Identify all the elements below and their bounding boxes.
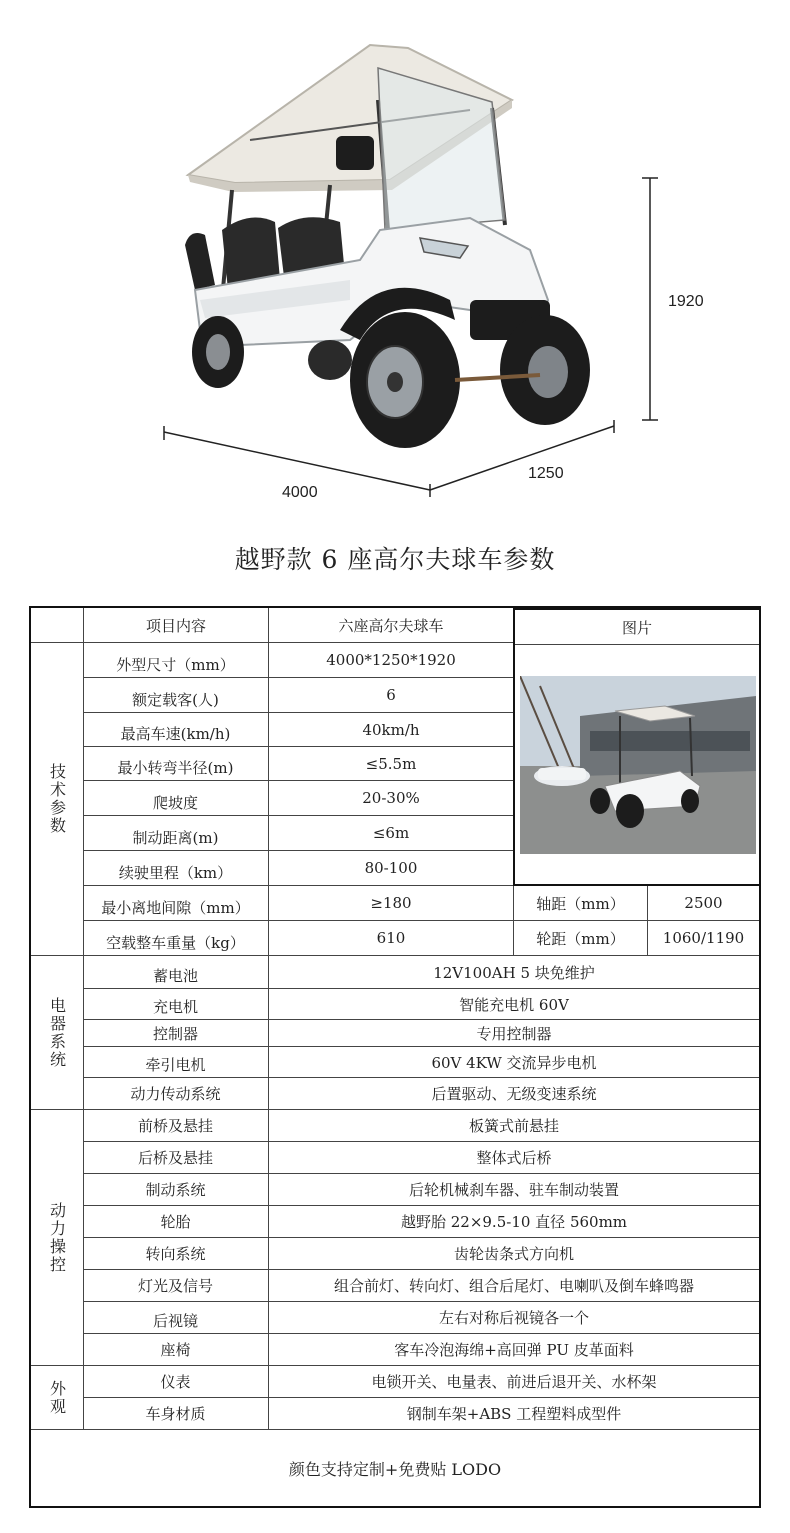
row-value: ≤5.5m xyxy=(268,747,513,780)
row-label: 轮胎 xyxy=(160,1213,191,1231)
row-value: 80-100 xyxy=(268,851,513,885)
row-value: 越野胎 22×9.5-10 直径 560mm xyxy=(268,1206,759,1237)
table-row xyxy=(83,643,513,678)
table-row xyxy=(83,1398,759,1430)
table-row xyxy=(83,747,513,781)
row-value: 齿轮齿条式方向机 xyxy=(268,1238,759,1269)
golf-cart-image xyxy=(0,0,790,520)
table-row xyxy=(83,1366,759,1398)
row-label: 动力传动系统 xyxy=(130,1085,221,1103)
row-value: 12V100AH 5 块免维护 xyxy=(268,956,759,988)
hero-illustration xyxy=(0,0,790,520)
row-label: 灯光及信号 xyxy=(137,1277,213,1295)
table-row xyxy=(83,1110,759,1142)
header-blank-cell xyxy=(31,608,83,642)
row-value: 40km/h xyxy=(268,713,513,746)
group-power: 动力操控 xyxy=(31,1110,83,1366)
row-value: 客车冷泡海绵+高回弹 PU 皮革面料 xyxy=(268,1334,759,1365)
table-row xyxy=(83,1020,759,1047)
table-row xyxy=(83,851,513,886)
picture-cell xyxy=(513,608,761,886)
row-value: 左右对称后视镜各一个 xyxy=(268,1302,759,1333)
spec-table xyxy=(29,606,761,1508)
height-dimension-label: 1920 xyxy=(668,293,704,310)
row-label: 制动系统 xyxy=(145,1181,206,1199)
row-value: ≥180 xyxy=(268,886,513,920)
table-header-row xyxy=(31,608,513,643)
row-label: 前桥及悬挂 xyxy=(137,1117,213,1135)
row-label: 蓄电池 xyxy=(152,967,198,985)
cart-photo xyxy=(520,676,756,854)
table-row xyxy=(83,956,759,989)
row-label: 额定载客(人) xyxy=(132,691,219,709)
row-value: 后置驱动、无级变速系统 xyxy=(268,1078,759,1109)
table-row xyxy=(83,1302,759,1334)
table-row xyxy=(83,781,513,816)
row-value: 整体式后桥 xyxy=(268,1142,759,1173)
row-value: 钢制车架+ABS 工程塑料成型件 xyxy=(268,1398,759,1429)
row-label: 座椅 xyxy=(160,1341,191,1359)
extra-value: 2500 xyxy=(647,886,759,920)
row-value: 60V 4KW 交流异步电机 xyxy=(268,1047,759,1077)
row-value: 610 xyxy=(268,921,513,955)
row-value: 4000*1250*1920 xyxy=(268,643,513,677)
table-row xyxy=(83,678,513,713)
table-row xyxy=(83,921,759,956)
table-row xyxy=(83,713,513,747)
group-tech: 技术参数 xyxy=(31,643,83,956)
table-row xyxy=(83,886,759,921)
row-value: ≤6m xyxy=(268,816,513,850)
row-label: 后桥及悬挂 xyxy=(137,1149,213,1167)
extra-label: 轮距（mm） xyxy=(513,921,647,955)
extra-value: 1060/1190 xyxy=(647,921,759,955)
row-label: 牵引电机 xyxy=(145,1056,206,1074)
row-value: 20-30% xyxy=(268,781,513,815)
row-value: 专用控制器 xyxy=(268,1020,759,1046)
row-value: 后轮机械刹车器、驻车制动装置 xyxy=(268,1174,759,1205)
footer-note: 颜色支持定制+免费贴 LODO xyxy=(288,1460,502,1479)
width-dimension-label: 1250 xyxy=(528,465,564,482)
table-row xyxy=(83,1238,759,1270)
row-label: 最高车速(km/h) xyxy=(120,725,231,743)
row-label: 充电机 xyxy=(152,998,198,1016)
table-row xyxy=(83,816,513,851)
table-row xyxy=(83,1270,759,1302)
row-label: 续驶里程（km） xyxy=(118,864,233,882)
row-value: 智能充电机 60V xyxy=(268,989,759,1019)
row-label: 转向系统 xyxy=(145,1245,206,1263)
row-value: 板簧式前悬挂 xyxy=(268,1110,759,1141)
row-label: 空载整车重量（kg） xyxy=(106,934,245,952)
extra-label: 轴距（mm） xyxy=(513,886,647,920)
row-label: 外型尺寸（mm） xyxy=(116,656,235,674)
table-row xyxy=(83,989,759,1020)
row-label: 控制器 xyxy=(152,1024,198,1043)
row-value: 6 xyxy=(268,678,513,712)
row-label: 车身材质 xyxy=(145,1405,206,1423)
page-title: 越野款 6 座高尔夫球车参数 xyxy=(234,545,556,574)
row-value: 组合前灯、转向灯、组合后尾灯、电喇叭及倒车蜂鸣器 xyxy=(268,1270,759,1301)
row-label: 后视镜 xyxy=(152,1312,198,1330)
table-row xyxy=(83,1206,759,1238)
row-label: 制动距离(m) xyxy=(132,829,219,847)
table-row xyxy=(83,1174,759,1206)
table-row xyxy=(83,1334,759,1366)
row-label: 爬坡度 xyxy=(152,794,198,812)
row-label: 最小转弯半径(m) xyxy=(117,759,234,777)
header-model: 六座高尔夫球车 xyxy=(268,608,513,642)
row-value: 电锁开关、电量表、前进后退开关、水杯架 xyxy=(268,1366,759,1397)
header-image: 图片 xyxy=(515,610,759,645)
row-label: 仪表 xyxy=(160,1373,191,1391)
table-row xyxy=(83,1047,759,1078)
row-label: 最小离地间隙（mm） xyxy=(101,899,250,917)
group-exterior: 外观 xyxy=(31,1366,83,1430)
header-item: 项目内容 xyxy=(83,608,268,642)
group-electric: 电器系统 xyxy=(31,956,83,1110)
table-row xyxy=(83,1078,759,1110)
table-row xyxy=(83,1142,759,1174)
length-dimension-label: 4000 xyxy=(282,484,318,501)
